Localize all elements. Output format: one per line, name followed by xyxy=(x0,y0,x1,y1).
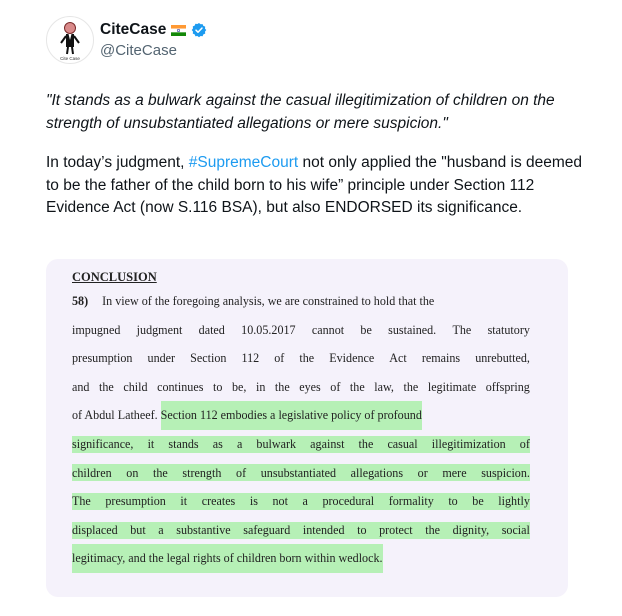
word: the xyxy=(153,465,168,480)
word: The xyxy=(72,494,91,509)
word: continues xyxy=(157,379,204,394)
word: Act xyxy=(389,351,407,366)
line-text: legitimacy, and the legal rights of children born within wedlock. xyxy=(72,544,383,573)
word: to xyxy=(212,379,223,394)
word: creates xyxy=(201,494,236,509)
word: to xyxy=(448,494,458,509)
name-row xyxy=(100,21,207,39)
tweet-text-after-hashtag: not only applied the "husband is deemed to be the father of the child born to his wife” principle under Section 112 Evidence Act (now S.116 BSA), but also ENDORSED its significance. xyxy=(46,154,583,216)
word: displaced xyxy=(72,522,118,537)
word: the xyxy=(403,379,419,394)
word: a xyxy=(236,436,243,451)
word: impugned xyxy=(72,322,121,337)
document-line xyxy=(72,316,530,345)
word: child xyxy=(123,379,148,394)
verified-badge-icon xyxy=(191,22,207,38)
word: as xyxy=(212,436,223,451)
attached-image[interactable] xyxy=(46,259,568,597)
word: suspicion. xyxy=(481,465,530,480)
word: the xyxy=(349,379,365,394)
word: safeguard xyxy=(243,522,291,537)
conclusion-heading: CONCLUSION xyxy=(72,270,157,284)
word: of xyxy=(274,351,285,366)
line-text xyxy=(72,459,530,488)
word: be xyxy=(360,322,372,337)
word: social xyxy=(501,522,530,537)
word: a xyxy=(302,494,308,509)
word: casual xyxy=(387,436,418,451)
word: but xyxy=(130,522,146,537)
word: of xyxy=(330,379,341,394)
word: in xyxy=(255,379,266,394)
line-text: In view of the foregoing analysis, we are constrained to hold that the xyxy=(102,294,435,308)
word: the xyxy=(299,351,315,366)
word: unsubstantiated xyxy=(260,465,336,480)
word: offspring xyxy=(485,379,530,394)
word: remains xyxy=(421,351,461,366)
word: The xyxy=(452,322,472,337)
word: not xyxy=(272,494,288,509)
document-line xyxy=(72,373,530,402)
tweet-header xyxy=(46,16,606,74)
word: illegitimization xyxy=(431,436,506,451)
word: 112 xyxy=(241,351,260,366)
word: the xyxy=(358,436,374,451)
word: of xyxy=(236,465,247,480)
line-text xyxy=(72,344,530,373)
word: presumption xyxy=(105,494,166,509)
word: statutory xyxy=(487,322,530,337)
word: bulwark xyxy=(256,436,297,451)
word: mere xyxy=(442,465,467,480)
lawyer-figure-icon xyxy=(47,17,93,63)
word: legitimate xyxy=(427,379,477,394)
word: significance, xyxy=(72,436,134,451)
word: it xyxy=(180,494,188,509)
word: the xyxy=(274,379,290,394)
highlighted-line xyxy=(72,459,530,488)
word: 10.05.2017 xyxy=(241,322,296,337)
document-line xyxy=(72,344,530,373)
display-name[interactable]: CiteCase xyxy=(100,21,167,38)
word: a xyxy=(158,522,164,537)
highlighted-line xyxy=(72,516,530,545)
avatar-caption: Cite Case xyxy=(60,56,80,61)
paragraph-number: 58) xyxy=(72,294,89,308)
word: sustained. xyxy=(388,322,437,337)
line-text xyxy=(72,516,530,545)
highlighted-text: Section 112 embodies a legislative policy of profound xyxy=(161,401,422,430)
word: is xyxy=(249,494,258,509)
word: unrebutted, xyxy=(475,351,530,366)
word: under xyxy=(147,351,176,366)
word: against xyxy=(310,436,345,451)
highlighted-line xyxy=(72,487,530,516)
word: strength xyxy=(182,465,222,480)
line-text xyxy=(72,316,530,345)
word: law, xyxy=(374,379,394,394)
word: or xyxy=(417,465,428,480)
india-flag-icon xyxy=(171,25,186,36)
user-handle[interactable]: @CiteCase xyxy=(100,42,177,59)
word: dated xyxy=(198,322,225,337)
tweet-quote: "It stands as a bulwark against the casual illegitimization of children on the strength of unsubstantiated allegations or mere suspicion." xyxy=(46,92,555,132)
word: Evidence xyxy=(329,351,375,366)
word: allegations xyxy=(350,465,404,480)
word: eyes xyxy=(299,379,321,394)
word: to xyxy=(357,522,367,537)
word: the xyxy=(425,522,441,537)
word: protect xyxy=(379,522,413,537)
hashtag-link[interactable]: #SupremeCourt xyxy=(188,154,299,171)
word: procedural xyxy=(322,494,375,509)
word: cannot xyxy=(311,322,345,337)
word: be xyxy=(472,494,484,509)
word: dignity, xyxy=(452,522,490,537)
line-text xyxy=(72,373,530,402)
tweet-paragraph xyxy=(46,152,586,220)
word: intended xyxy=(302,522,345,537)
word: of xyxy=(519,436,530,451)
line-text xyxy=(72,487,530,516)
word: the xyxy=(99,379,114,394)
word: stands xyxy=(168,436,199,451)
judgment-excerpt xyxy=(72,267,530,573)
word: substantive xyxy=(176,522,231,537)
word: on xyxy=(126,465,139,480)
highlighted-line xyxy=(72,430,530,459)
word: lightly xyxy=(498,494,530,509)
document-line xyxy=(72,401,530,430)
word: Section xyxy=(190,351,227,366)
word: presumption xyxy=(72,351,133,366)
document-line xyxy=(72,287,530,316)
word: formality xyxy=(388,494,434,509)
line-text xyxy=(72,430,530,459)
line-text: of Abdul Latheef. xyxy=(72,408,158,423)
word: children xyxy=(72,465,112,480)
word: and xyxy=(72,379,90,394)
tweet-body xyxy=(46,90,586,216)
tweet-text-before-hashtag: In today’s judgment, xyxy=(46,154,189,171)
word: it xyxy=(147,436,155,451)
word: judgment xyxy=(136,322,183,337)
word: be, xyxy=(231,379,247,394)
highlighted-line xyxy=(72,544,530,573)
avatar[interactable] xyxy=(46,16,94,64)
